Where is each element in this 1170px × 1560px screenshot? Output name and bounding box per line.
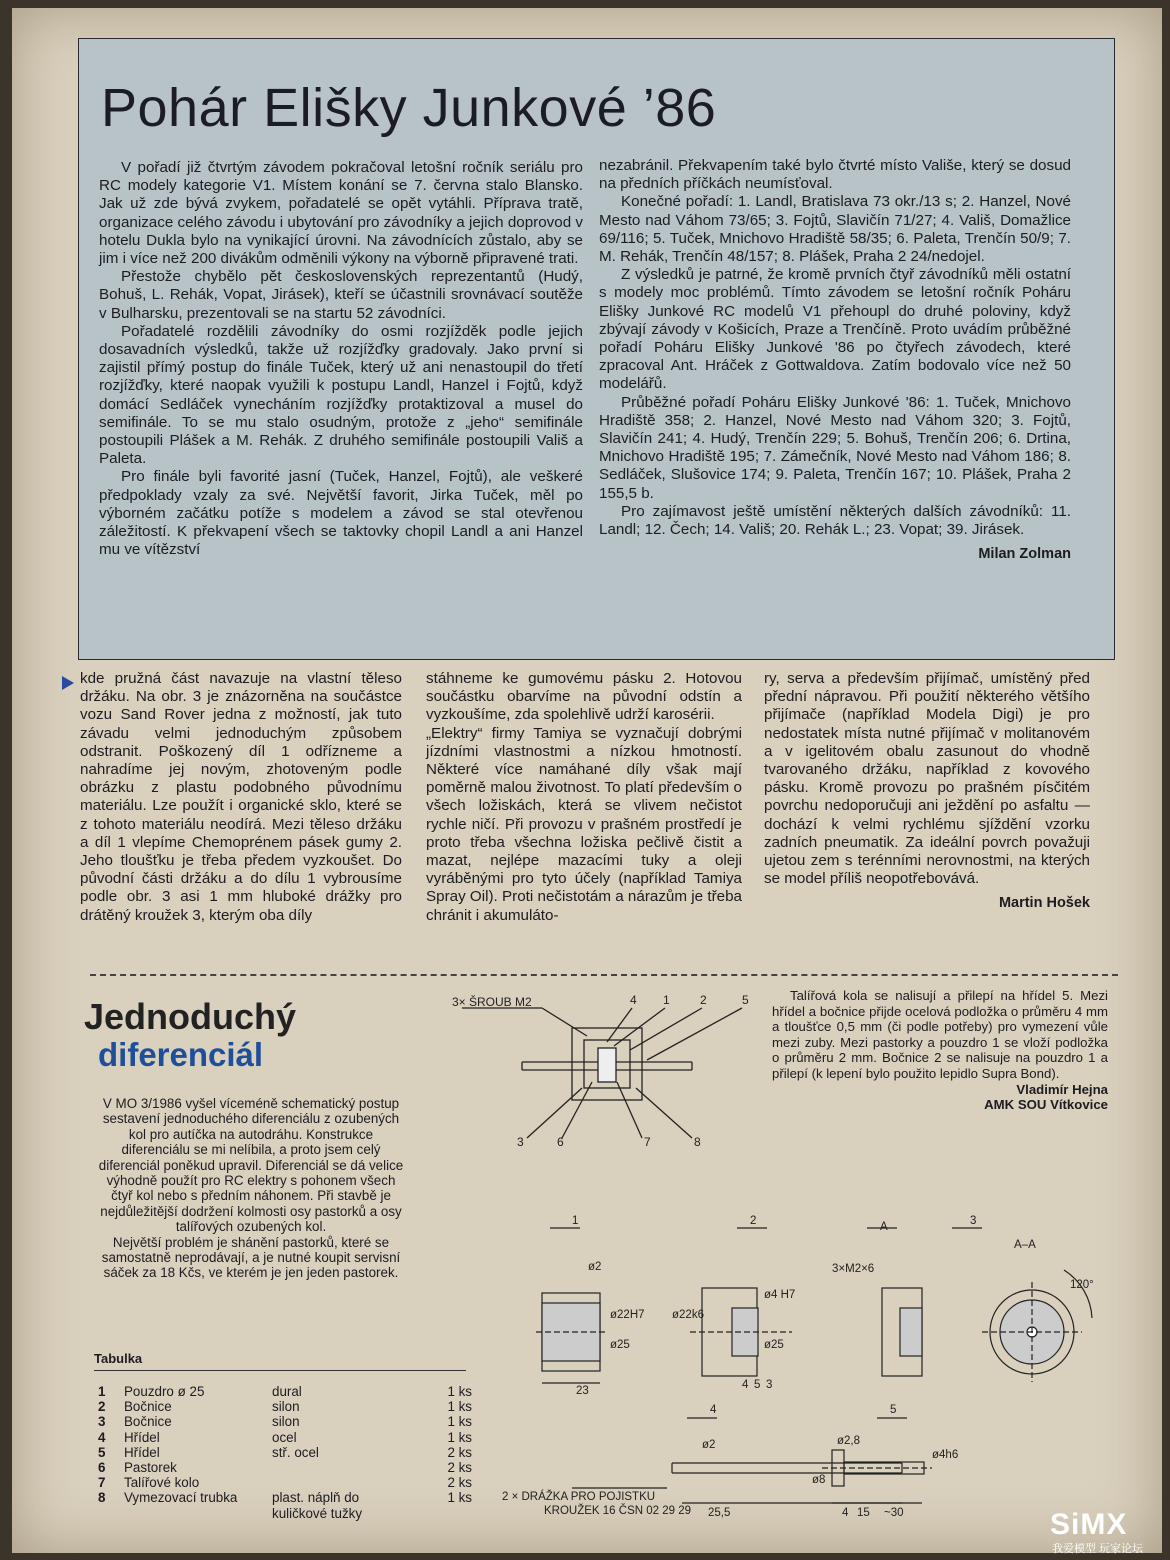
dim-label: ~30 bbox=[884, 1507, 904, 1519]
article2-column-3 bbox=[764, 670, 1090, 913]
parts-table-row bbox=[94, 1384, 476, 1399]
paragraph: Konečné pořadí: 1. Landl, Bratislava 73 okr./13 s; 2. Hanzel, Nové Mesto nad Váhom 73/65; 3. Fojtů, Slavičín 71/27; 4. Vališ, Domažlice 69/116; 5. Tuček, Mnichovo Hradiště 58/35; 6. Paleta, Trenčín 50/9; 7. M. Rehák, Trenčín 48/157; 8. Plášek, Praha 2 24/nedojel. bbox=[599, 193, 1071, 266]
part-drawings bbox=[492, 1208, 1102, 1538]
parts-cell-q: 2 ks bbox=[447, 1460, 472, 1476]
parts-cell-n: 8 bbox=[98, 1490, 106, 1506]
callout-label: 3 bbox=[517, 1135, 524, 1149]
paragraph: V pořadí již čtvrtým závodem pokračoval letošní ročník seriálu pro RC modely kategorie V1. Místem konání se 7. června stalo Blansko. Jak už zde bývá zvykem, pořadatelé se opět vytáhli. Příprava tratě, organizace celého závodu i ubytování pro závodníky a jejich doprovod v hotelu Dukla bylo na vynikající úrovni. Na závodnících zůstalo, aby se jim i více než 200 divákům odměnili výkony na výborně připravené trati. bbox=[99, 159, 583, 268]
assembly-drawing bbox=[432, 988, 772, 1158]
dim-label: 3 bbox=[766, 1379, 773, 1391]
dim-label: ø22H7 bbox=[610, 1309, 645, 1321]
parts-table bbox=[94, 1384, 476, 1521]
part-number: 2 bbox=[750, 1215, 757, 1227]
parts-cell-n: 3 bbox=[98, 1414, 106, 1430]
article3-title-line1: Jednoduchý bbox=[84, 996, 297, 1037]
callout-label: 1 bbox=[663, 993, 670, 1007]
parts-cell-mat: silon bbox=[272, 1414, 300, 1430]
parts-cell-q: 1 ks bbox=[447, 1429, 472, 1445]
paragraph: V MO 3/1986 vyšel víceméně schematický postup sestavení jednoduchého diferenciálu z ozubených kol pro autíčka na autodráhu. Konstrukce diferenciálu se mi nelíbila, a proto jsem celý diferenciál poněkud upravil. Diferenciál se dá velice výhodně použít pro RC elektry s pohonem všech čtyř kol nebo s předním náhonem. Při stavbě je nejdůležitější dodržení kolmosti osy pastorků a osy talířových ozubených kol. bbox=[98, 1096, 404, 1235]
parts-cell-q: 1 ks bbox=[447, 1399, 472, 1415]
paragraph: Z výsledků je patrné, že kromě prvních čtyř závodníků měli ostatní s modely moc problémů. Tímto závodem se letošní ročník Poháru Elišky Junkové RC modelů V1 přehoupl do druhé poloviny, když zbývají závody v Košicích, Praze a Trenčíně. Proto uvádím průběžné pořadí Poháru Elišky Junkové '86 po čtyřech závodech, které zpracoval Ant. Hráček z Gottwaldova. Zatím bodovalo více než 50 modelářů. bbox=[599, 266, 1071, 393]
dim-label: ø2 bbox=[588, 1261, 602, 1273]
dim-label: ø4h6 bbox=[932, 1449, 959, 1461]
article-panel-pohar bbox=[78, 38, 1115, 660]
article3-right-text bbox=[772, 988, 1108, 1113]
paragraph: Pořadatelé rozdělili závodníky do osmi rozjížděk podle jejich dosavadních výsledků, takže už rozjížďky gradovaly. Jako první si zajistil přímý postup do finále Tuček, který už ani nenastoupil do třetí rozjížďky, které naopak využili k postupu Landl, Hanzel i Fojtů, když domácí Sedláček vynecháním rozjížďky protaktizoval a musel do semifinále. To se mu stalo osudným, protože z „jeho“ semifinále postoupili Plášek a M. Rehák. Z druhého semifinále postoupili Vališ a Paleta. bbox=[99, 322, 583, 468]
article-title: Pohár Elišky Junkové ’86 bbox=[101, 78, 717, 138]
parts-table-row bbox=[94, 1445, 476, 1460]
continuation-arrow-icon bbox=[62, 676, 74, 690]
parts-cell-name: Pastorek bbox=[124, 1460, 177, 1476]
paragraph: Přestože chybělo pět československých reprezentantů (Hudý, Bohuš, L. Rehák, Vopat, Jirásek), kteří se účastnili srovnávací soutěže v Bulharsku, prezentovali se na startu 52 závodníci. bbox=[99, 268, 583, 322]
parts-cell-mat bbox=[268, 1475, 418, 1490]
parts-cell-q: 2 ks bbox=[447, 1444, 472, 1460]
author-organization: AMK SOU Vítkovice bbox=[984, 1097, 1108, 1113]
parts-cell-n: 1 bbox=[98, 1384, 106, 1399]
author-signature: Martin Hošek bbox=[998, 895, 1090, 912]
parts-cell-q: 1 ks bbox=[447, 1490, 472, 1506]
paragraph: nezabránil. Překvapením také bylo čtvrté místo Vališe, který se dosud na předních příčkách neumísťoval. bbox=[599, 157, 1071, 193]
article-right-column bbox=[599, 157, 1071, 563]
part-number: 5 bbox=[890, 1404, 897, 1416]
dim-label: ø22k6 bbox=[672, 1309, 704, 1321]
author-signature: Milan Zolman bbox=[978, 546, 1071, 563]
callout-label: 5 bbox=[742, 993, 749, 1007]
parts-cell-n: 7 bbox=[98, 1475, 106, 1491]
parts-table-row bbox=[94, 1460, 476, 1475]
paragraph: Průběžné pořadí Poháru Elišky Junkové '86: 1. Tuček, Mnichovo Hradiště 358; 2. Hanzel, Nové Mesto nad Váhom 320; 3. Fojtů, Slavičín 241; 4. Hudý, Trenčín 229; 5. Bohuš, Trenčín 206; 6. Drtina, Mnichovo Hradiště 195; 7. Zámečník, Nové Mesto nad Váhom 186; 8. Sedláček, Slušovice 174; 9. Paleta, Trenčín 167; 10. Plášek, Praha 2 155,5 b. bbox=[599, 393, 1071, 502]
parts-cell-mat: silon bbox=[272, 1399, 300, 1415]
dim-label: ø25 bbox=[764, 1339, 784, 1351]
paragraph: „Elektry“ firmy Tamiya se vyznačují dobrými jízdními vlastnostmi a nízkou hmotností. Některé více namáhané díly však mají poměrně malou životnost. To platí především o všech ložiskách, která se vlivem nečistot rychle ničí. Při provozu v prašném prostředí je proto třeba všechna ložiska pečlivě čistit a mazat, nejlépe mazacími tuky a oleji vyráběnými pro tyto účely (například Tamiya Spray Oil). Proti nečistotám a nárazům je třeba chránit i akumuláto- bbox=[426, 724, 742, 924]
parts-table-row bbox=[94, 1414, 476, 1429]
groove-note: 2 × DRÁŽKA PRO POJISTKU bbox=[502, 1491, 656, 1503]
parts-table-row bbox=[94, 1430, 476, 1445]
callout-label: 8 bbox=[694, 1135, 701, 1149]
paragraph: Největší problém je shánění pastorků, které se samostatně neprodávají, a je nutné koupit servisní sáček za 18 Kčs, ve kterém je jen jeden pastorek. bbox=[101, 1234, 401, 1281]
callout-label: 6 bbox=[557, 1135, 564, 1149]
section-label: A–A bbox=[1014, 1239, 1036, 1251]
dim-label: ø2,8 bbox=[837, 1435, 861, 1447]
parts-cell-name: Hřídel bbox=[124, 1429, 160, 1445]
table-rule bbox=[94, 1370, 466, 1371]
callout-label: 2 bbox=[700, 993, 707, 1007]
screws-label: 3×M2×6 bbox=[832, 1263, 875, 1275]
author-signature: Vladimír Hejna bbox=[1016, 1081, 1108, 1097]
assembly-screw-label: 3× ŠROUB M2 bbox=[452, 995, 532, 1009]
part-number: 1 bbox=[572, 1215, 579, 1227]
magazine-page bbox=[12, 8, 1162, 1553]
part-number: 3 bbox=[970, 1215, 977, 1227]
article3-intro bbox=[94, 1096, 408, 1281]
article2-column-2 bbox=[426, 670, 742, 925]
article3-title-line2: diferenciál bbox=[98, 1036, 264, 1073]
parts-cell-q: 1 ks bbox=[447, 1414, 472, 1430]
paragraph: Pro finále byli favorité jasní (Tuček, Hanzel, Fojtů), ale veškeré předpoklady vzaly za své. Největší favorit, Jirka Tuček, měl po výborném začátku potíže s modelem a závod se stal otevřenou záležitostí. K překvapení všech se taktovky chopil Landl a ani Hanzel mu ve vítězství bbox=[99, 468, 583, 559]
parts-cell-n: 6 bbox=[98, 1460, 106, 1476]
watermark-logo: SiMX bbox=[1050, 1508, 1128, 1541]
dim-label: 4 bbox=[842, 1507, 849, 1519]
angle-label: 120° bbox=[1070, 1279, 1094, 1291]
paragraph: Talířová kola se nalisují a přilepí na hřídel 5. Mezi hřídel a bočnice přijde ocelová podložka o průměru 4 mm a tloušťce 0,5 mm (či podle potřeby) pro vymezení vůle mezi zuby. Mezi pastorky a pouzdro 1 se vloží podložka o průměru 2 mm. Bočnice 2 se nalisuje na pouzdro 1 a přilepí (k lepení bylo použito lepidlo Supra Bond). bbox=[772, 988, 1108, 1081]
parts-cell-n: 2 bbox=[98, 1399, 106, 1415]
paragraph: kde pružná část navazuje na vlastní těleso držáku. Na obr. 3 je znázorněna na součástce vozu Sand Rover jedna z možností, jak tuto závadu velmi jednoduchým způsobem odstranit. Poškozený díl 1 odřízneme a nahradíme jej novým, zhotoveným podle obrázku z plastu podobného původnímu materiálu. Lze použít i organické sklo, které se z tohoto materiálu neodírá. Mezi těleso držáku a díl 1 vlepíme Chemoprénem pásek gumy 2. Jeho tloušťku je třeba předem vyzkoušet. Do původní části držáku a do dílu 1 vybrousíme podle obr. 3 asi 1 mm hluboké drážky pro drátěný kroužek 3, kterým oba díly bbox=[80, 670, 402, 924]
paragraph: stáhneme ke gumovému pásku 2. Hotovou součástku obarvíme na původní odstín a vyzkoušíme, zda spolehlivě udrží karosérii. bbox=[426, 670, 742, 724]
callout-label: 7 bbox=[644, 1135, 651, 1149]
watermark-subtitle: 我爱模型 玩家论坛 bbox=[1052, 1543, 1144, 1555]
parts-cell-q: 1 ks bbox=[447, 1384, 472, 1399]
dim-label: ø8 bbox=[812, 1474, 826, 1486]
parts-cell-mat: plast. náplň do kuličkové tužky bbox=[272, 1490, 363, 1521]
part-number: 4 bbox=[710, 1404, 717, 1416]
dim-label: ø4 H7 bbox=[764, 1289, 796, 1301]
parts-cell-n: 5 bbox=[98, 1444, 106, 1460]
article2-column-1 bbox=[80, 670, 402, 925]
parts-cell-mat bbox=[268, 1460, 418, 1475]
parts-cell-name: Talířové kolo bbox=[124, 1475, 200, 1491]
callout-label: 4 bbox=[630, 993, 637, 1007]
paragraph: Pro zajímavost ještě umístění některých dalších závodníků: 11. Landl; 12. Čech; 14. Vališ; 20. Rehák L.; 23. Vopat; 39. Jirásek. bbox=[599, 502, 1071, 539]
parts-cell-name: Bočnice bbox=[124, 1414, 172, 1430]
parts-table-row bbox=[94, 1490, 476, 1520]
section-divider bbox=[90, 974, 1118, 976]
parts-cell-mat: ocel bbox=[272, 1429, 297, 1445]
dim-label: ø25 bbox=[610, 1339, 630, 1351]
parts-cell-n: 4 bbox=[98, 1429, 106, 1445]
dim-label: 4 bbox=[742, 1379, 749, 1391]
parts-cell-mat: stř. ocel bbox=[272, 1444, 319, 1460]
section-mark: A bbox=[880, 1221, 888, 1233]
parts-cell-name: Vymezovací trubka bbox=[124, 1490, 238, 1506]
parts-table-row bbox=[94, 1475, 476, 1490]
paragraph: ry, serva a především přijímač, umístěný před přední nápravou. Při použití některého většího přijímače (například Modela Digi) je pro nedostatek místa nutné přijímač v molitanovém a v igelitovém obalu zasunout do vhodně tvarovaného držáku, například z kovového pásku. Kromě provozu po prašném písčitém povrchu nedoporučuji ani ježdění po asfaltu — dochází k velmi rychlému sjíždění vzorku zadních pneumatik. Za ideální povrch považuji ujetou zem s terénními nerovnostmi, na kterých se model příliš neopotřebovává. bbox=[764, 670, 1090, 888]
parts-table-row bbox=[94, 1399, 476, 1414]
article-left-column bbox=[99, 159, 583, 559]
parts-cell-mat: dural bbox=[272, 1384, 302, 1399]
dim-label: 25,5 bbox=[708, 1507, 731, 1519]
parts-cell-q: 2 ks bbox=[447, 1475, 472, 1491]
parts-cell-name: Pouzdro ø 25 bbox=[124, 1384, 205, 1399]
groove-note-2: KROUŽEK 16 ČSN 02 29 29 bbox=[544, 1505, 692, 1517]
dim-label: ø2 bbox=[702, 1439, 716, 1451]
dim-label: 15 bbox=[857, 1507, 870, 1519]
parts-cell-name: Hřídel bbox=[124, 1444, 160, 1460]
table-title: Tabulka bbox=[94, 1351, 143, 1366]
parts-cell-name: Bočnice bbox=[124, 1399, 172, 1415]
dim-label: 5 bbox=[754, 1379, 761, 1391]
dim-label: 23 bbox=[576, 1385, 589, 1397]
